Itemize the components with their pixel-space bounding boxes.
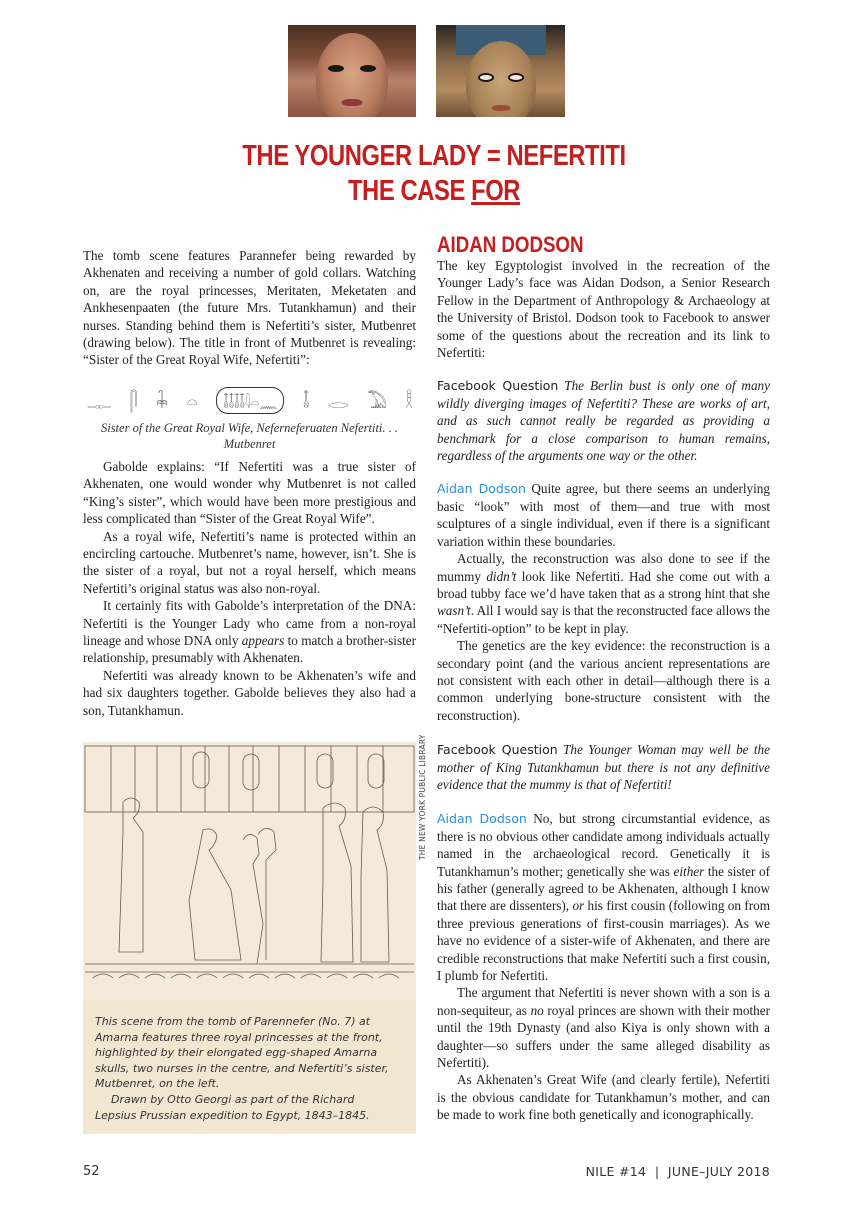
hieroglyph-icon: 𓇓	[155, 392, 168, 412]
hieroglyph-icon: 𓎛	[405, 392, 413, 412]
hieroglyph-icon: 𓂋	[327, 392, 350, 412]
body-paragraph: Gabolde explains: “If Nefertiti was a true sister of Akhenaten, one would wonder why Mutbenret is not called “King’s sister”, which would have been more prestigious and less complicated than “Sister of the Great Royal Wife”.	[83, 459, 416, 527]
headline: THE YOUNGER LADY = NEFERTITI	[242, 140, 626, 172]
answer-2-paragraph-3: As Akhenaten’s Great Wife (and clearly fertile), Nefertiti is the obvious candidate for Tutankhamun’s mother, and can be made to work fine both genetically and iconographically.	[437, 1072, 770, 1123]
hieroglyph-icon: 𓅐	[367, 392, 387, 412]
image-credit: THE NEW YORK PUBLIC LIBRARY	[418, 734, 427, 860]
hieroglyph-icon: 𓋴	[129, 392, 138, 412]
intro-paragraph: The key Egyptologist involved in the recreation of the Younger Lady’s face was Aidan Dodson, a Senior Research Fellow in the Department of Anthropology & Archaeology at the University of Bristol. Dodson took to Facebook to answer some of the questions about the recreation and its link to Nefertiti:	[437, 258, 770, 361]
answer-2-paragraph-2: The argument that Nefertiti is never shown with a son is a non-sequiteur, as no royal princes are shown with their mother until the 19th Dynasty (and also Kiya is only shown with a daughter—so suffers under the same alleged disability as Nefertiti).	[437, 985, 771, 1071]
nefertiti-bust-photo	[436, 25, 565, 117]
left-column	[83, 247, 416, 369]
headline-underlined-word: FOR	[471, 175, 521, 207]
answer-label: Aidan Dodson	[437, 811, 527, 827]
answer-1: Aidan Dodson Quite agree, but there seems an underlying basic “look” with most of them—and true with most sculptures of a single individual, even if there is a significant variation within these boundaries.	[437, 481, 770, 549]
body-paragraph: Nefertiti was already known to be Akhenaten’s wife and had six daughters together. Gabolde believes they also had a son, Tutankhamun.	[83, 667, 416, 718]
issue-label: NILE #14 | JUNE–JULY 2018	[585, 1164, 770, 1179]
answer-1-paragraph-3: The genetics are the key evidence: the reconstruction is a secondary point (and the various ancient representations are not consistent with each other in detail—although there is a common underlying bone-structure consistent with the reconstruction).	[437, 638, 770, 723]
headline-subtitle: THE CASE FOR	[347, 175, 521, 207]
hieroglyph-icon: 𓄤	[302, 392, 310, 412]
reconstruction-face-photo	[288, 25, 416, 117]
hieroglyph-icon: 𓏏	[186, 392, 198, 412]
cartouche-icon: 𓄤𓄤𓄤𓄤𓇋𓏏𓈖	[216, 387, 284, 414]
figure-box	[83, 742, 416, 1134]
hieroglyph-icon: 𓊃	[87, 392, 112, 412]
figure-caption: This scene from the tomb of Parennefer (No. 7) at Amarna features three royal princesses at the front, highlighted by their elongated egg-shaped Amarna skulls, two nurses in the centre, and Nefertiti’s sister, Mutbenret, on the left. Drawn by Otto Georgi as part of the Richard Lepsius Prussian expedition to Egypt, 1843–1845.	[95, 1015, 389, 1122]
answer-1-paragraph-2: Actually, the reconstruction was also done to see if the mummy didn’t look like Nefertiti. Had she come out with a broad tubby face we’d have taken that as a strong hint that she wasn’t. All I would say is that the reconstructed face allows the “Nefertiti-option” to be kept in play.	[437, 551, 770, 636]
page-number: 52	[83, 1164, 100, 1179]
section-subhead: AIDAN DODSON	[437, 232, 584, 257]
left-column-body	[83, 458, 416, 719]
answer-label: Aidan Dodson	[437, 481, 526, 497]
answer-2: Aidan Dodson No, but strong circumstantial evidence, as there is no obvious other candidate among individuals actually named in the archaeological record. Genetically it is Tutankhamun’s mother; genetically she was either the sister of his father (generally agreed to be Akhenaten, although I know that there are dissenters), or his first cousin (following on from three previous generations of first-cousin marriages). As we have no evidence of a sister-wife of Akhenaten, and there are credible reconstructions that make Nefertiti such a first cousin, I plumb for Nefertiti.	[437, 811, 770, 984]
right-column	[437, 257, 770, 1124]
body-paragraph: It certainly fits with Gabolde’s interpretation of the DNA: Nefertiti is the Younger Lady who came from a non-royal lineage and whose DNA only appears to match a brother-sister relationship, presumably with Akhenaten.	[83, 598, 416, 666]
question-1: Facebook Question The Berlin bust is only one of many wildly diverging images of Nefertiti? These are works of art, and as such cannot really be regarded as providing a benchmark for a close comparison to human remains, regardless of the arguments one way or the other.	[437, 378, 770, 464]
body-paragraph: As a royal wife, Nefertiti’s name is protected within an encircling cartouche. Mutbenret’s name, however, isn’t. She is the sister of a royal, but not a royal herself, which means Nefertiti’s original status was also non-royal.	[83, 528, 416, 596]
question-label: Facebook Question	[437, 378, 559, 394]
question-2: Facebook Question The Younger Woman may well be the mother of King Tutankhamun but there is not any definitive evidence that the mummy is that of Nefertiti!	[437, 742, 770, 792]
question-label: Facebook Question	[437, 742, 558, 758]
body-paragraph: The tomb scene features Parannefer being rewarded by Akhenaten and receiving a number of gold collars. Watching on, are the royal princesses, Meritaten, Meketaten and Ankhesenpaaten (the future Mrs. Tutankhamun) and their nurses. Standing behind them is Nefertiti’s sister, Mutbenret (drawing below). The title in front of Mutbenret is revealing: “Sister of the Great Royal Wife, Nefertiti”:	[83, 248, 416, 368]
hieroglyph-caption: Sister of the Great Royal Wife, Neferneferuaten Nefertiti. . . Mutbenret	[100, 421, 399, 451]
hieroglyph-inscription	[87, 380, 413, 414]
tomb-scene-drawing	[83, 742, 416, 1000]
